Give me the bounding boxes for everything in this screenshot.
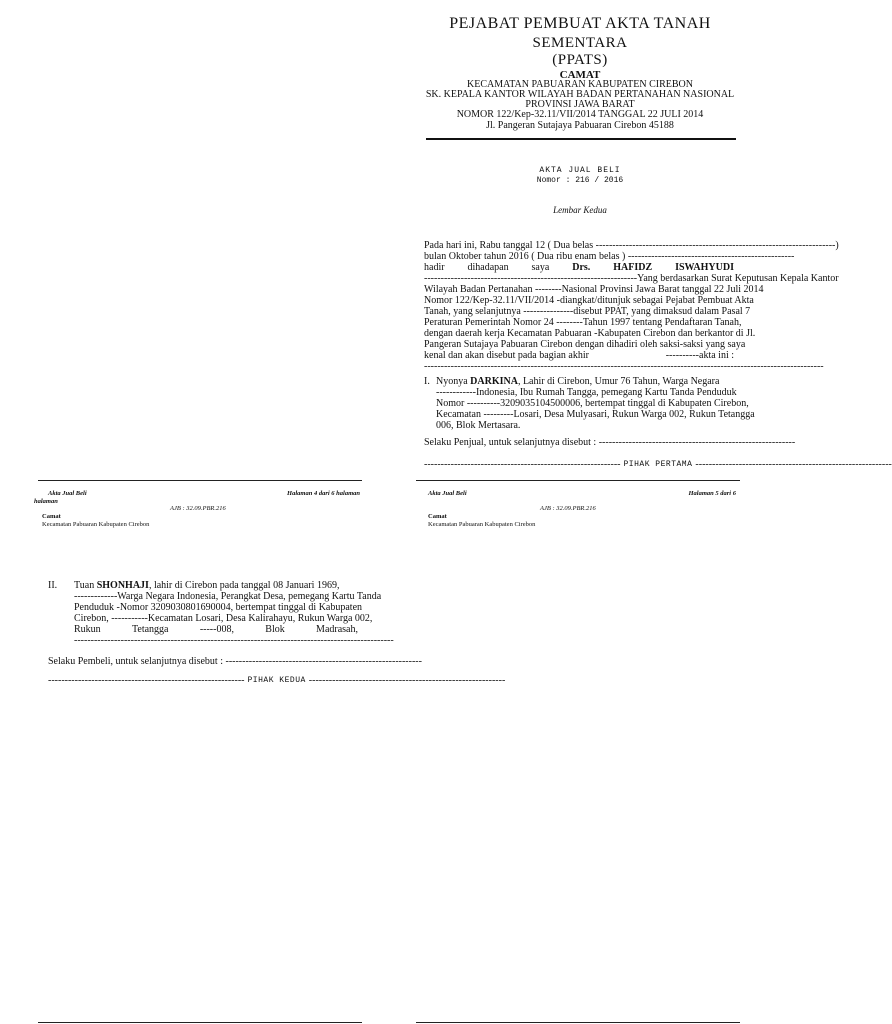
deed-number: Nomor : 216 / 2016 bbox=[536, 176, 624, 185]
party2-role: PIHAK KEDUA bbox=[247, 676, 306, 685]
opening-line2: bulan Oktober tahun 2016 ( Dua ribu enam belas ) bbox=[424, 251, 626, 262]
header-title-line3: (PPATS) bbox=[552, 52, 608, 68]
left-footer-page: Halaman 4 dari 6 halaman bbox=[287, 490, 360, 497]
party1-line1b: , Lahir di Cirebon, Umur 76 Tahun, Warga Negara bbox=[517, 376, 720, 387]
opening-line3c: saya bbox=[531, 262, 550, 273]
header-camat: CAMAT bbox=[559, 69, 601, 81]
party1-line1a: Nyonya bbox=[436, 376, 468, 387]
opening-line3e: HAFIDZ bbox=[613, 262, 653, 273]
deed-title: AKTA JUAL BELI bbox=[539, 166, 621, 175]
party1-line2: ------------Indonesia, Ibu Rumah Tangga, pemegang Kartu Tanda Penduduk bbox=[436, 387, 737, 398]
opening-line3f: ISWAHYUDI bbox=[675, 262, 734, 273]
left-footer-rule bbox=[38, 480, 362, 481]
party2-line5d: Blok bbox=[265, 624, 285, 635]
opening-line3b: dihadapan bbox=[467, 262, 509, 273]
header-rule bbox=[426, 138, 736, 140]
party2-line2: -------------Warga Negara Indonesia, Perangkat Desa, pemegang Kartu Tanda bbox=[74, 591, 382, 602]
right-footer-page: Halaman 5 dari 6 bbox=[688, 490, 736, 497]
opening-line1a: Pada hari ini, Rabu tanggal 12 ( Dua belas bbox=[424, 240, 594, 251]
header-title-line1: PEJABAT PEMBUAT AKTA TANAH bbox=[449, 15, 711, 32]
header-alamat: Jl. Pangeran Sutajaya Pabuaran Cirebon 45188 bbox=[486, 120, 674, 131]
party2-line1a: Tuan bbox=[74, 580, 95, 591]
opening-line3d: Drs. bbox=[572, 262, 591, 273]
party1-numeral: I. bbox=[424, 376, 430, 387]
opening-line9: dengan daerah kerja Kecamatan Pabuaran -Kabupaten Cirebon dan berkantor di Jl. bbox=[424, 328, 756, 339]
left-footer-title2: halaman bbox=[34, 498, 58, 505]
left-footer-title: Akta Jual Beli bbox=[48, 490, 87, 497]
header-title-line2: SEMENTARA bbox=[532, 35, 628, 51]
party2-line3: Penduduk -Nomor 3209030801690004, bertempat tinggal di Kabupaten bbox=[74, 602, 363, 613]
header-sk: SK. KEPALA KANTOR WILAYAH BADAN PERTANAHAN NASIONAL bbox=[425, 89, 735, 100]
party2-line1b: , lahir di Cirebon pada tanggal 08 Januari 1969, bbox=[148, 580, 340, 591]
right-footer-ref: AJB : 32.09.PBR.216 bbox=[540, 505, 596, 512]
opening-line5: Wilayah Badan Pertanahan --------Nasional Provinsi Jawa Barat tanggal 22 Juli 2014 bbox=[424, 284, 764, 295]
party1-name: DARKINA bbox=[470, 376, 518, 387]
party2-line5c: -----008, bbox=[199, 624, 234, 635]
opening-line8: Peraturan Pemerintah Nomor 24 --------Tahun 1997 tentang Pendaftaran Tanah, bbox=[424, 317, 742, 328]
party2-name: SHONHAJI bbox=[96, 580, 149, 591]
party1-role-line: Selaku Penjual, untuk selanjutnya disebut : bbox=[424, 437, 597, 448]
opening-line4: Yang berdasarkan Surat Keputusan Kepala Kantor bbox=[637, 273, 839, 284]
party2-line4: Cirebon, -----------Kecamatan Losari, Desa Kalirahayu, Rukun Warga 002, bbox=[74, 613, 373, 624]
party2-line5e: Madrasah, bbox=[316, 624, 358, 635]
party2-line5a: Rukun bbox=[74, 624, 101, 635]
party2-dash-line: ------------------------------------------------------------------------------------------------ bbox=[74, 635, 394, 646]
opening-line11b: ----------akta ini : bbox=[665, 350, 734, 361]
opening-line11a: kenal dan akan disebut pada bagian akhir bbox=[424, 350, 589, 361]
left-footer-kec: Kecamatan Pabuaran Kabupaten Cirebon bbox=[42, 521, 150, 528]
left-footer-camat: Camat bbox=[42, 513, 61, 520]
opening-line3a: hadir bbox=[424, 262, 445, 273]
party1-line5: 006, Blok Mertasara. bbox=[436, 420, 521, 431]
right-bottom-rule bbox=[416, 1022, 740, 1023]
right-footer-title: Akta Jual Beli bbox=[428, 490, 467, 497]
party1-line4: Kecamatan ---------Losari, Desa Mulyasari, Rukun Warga 002, Rukun Tetangga bbox=[436, 409, 755, 420]
opening-line10: Pangeran Sutajaya Pabuaran Cirebon dengan dihadiri oleh saksi-saksi yang saya bbox=[424, 339, 746, 350]
left-footer-ref: AJB : 32.09.PBR.216 bbox=[170, 505, 226, 512]
right-footer-rule bbox=[416, 480, 740, 481]
right-footer-kec: Kecamatan Pabuaran Kabupaten Cirebon bbox=[428, 521, 536, 528]
party2-line5b: Tetangga bbox=[131, 624, 169, 635]
opening-line6: Nomor 122/Kep-32.11/VII/2014 -diangkat/ditunjuk sebagai Pejabat Pembuat Akta bbox=[424, 295, 754, 306]
party2-numeral: II. bbox=[48, 580, 58, 591]
right-footer-camat: Camat bbox=[428, 513, 447, 520]
party1-line3: Nomor ----------3209035104500006, bertempat tinggal di Kabupaten Cirebon, bbox=[436, 398, 749, 409]
party1-role: PIHAK PERTAMA bbox=[623, 460, 693, 469]
party2-role-line: Selaku Pembeli, untuk selanjutnya disebut : bbox=[48, 656, 223, 667]
opening-line7: Tanah, yang selanjutnya ---------------disebut PPAT, yang dimaksud dalam Pasal 7 bbox=[424, 306, 751, 317]
left-bottom-rule bbox=[38, 1022, 362, 1023]
opening-dash-line: ------------------------------------------------------------------------------------------------------------------------ bbox=[424, 361, 824, 372]
sheet-label: Lembar Kedua bbox=[553, 205, 607, 215]
header-kecamatan: KECAMATAN PABUARAN KABUPATEN CIREBON bbox=[467, 79, 693, 90]
opening-line1b: ) bbox=[835, 240, 839, 251]
header-nomor: NOMOR 122/Kep-32.11/VII/2014 TANGGAL 22 JULI 2014 bbox=[456, 109, 704, 120]
header-provinsi: PROVINSI JAWA BARAT bbox=[525, 99, 635, 110]
